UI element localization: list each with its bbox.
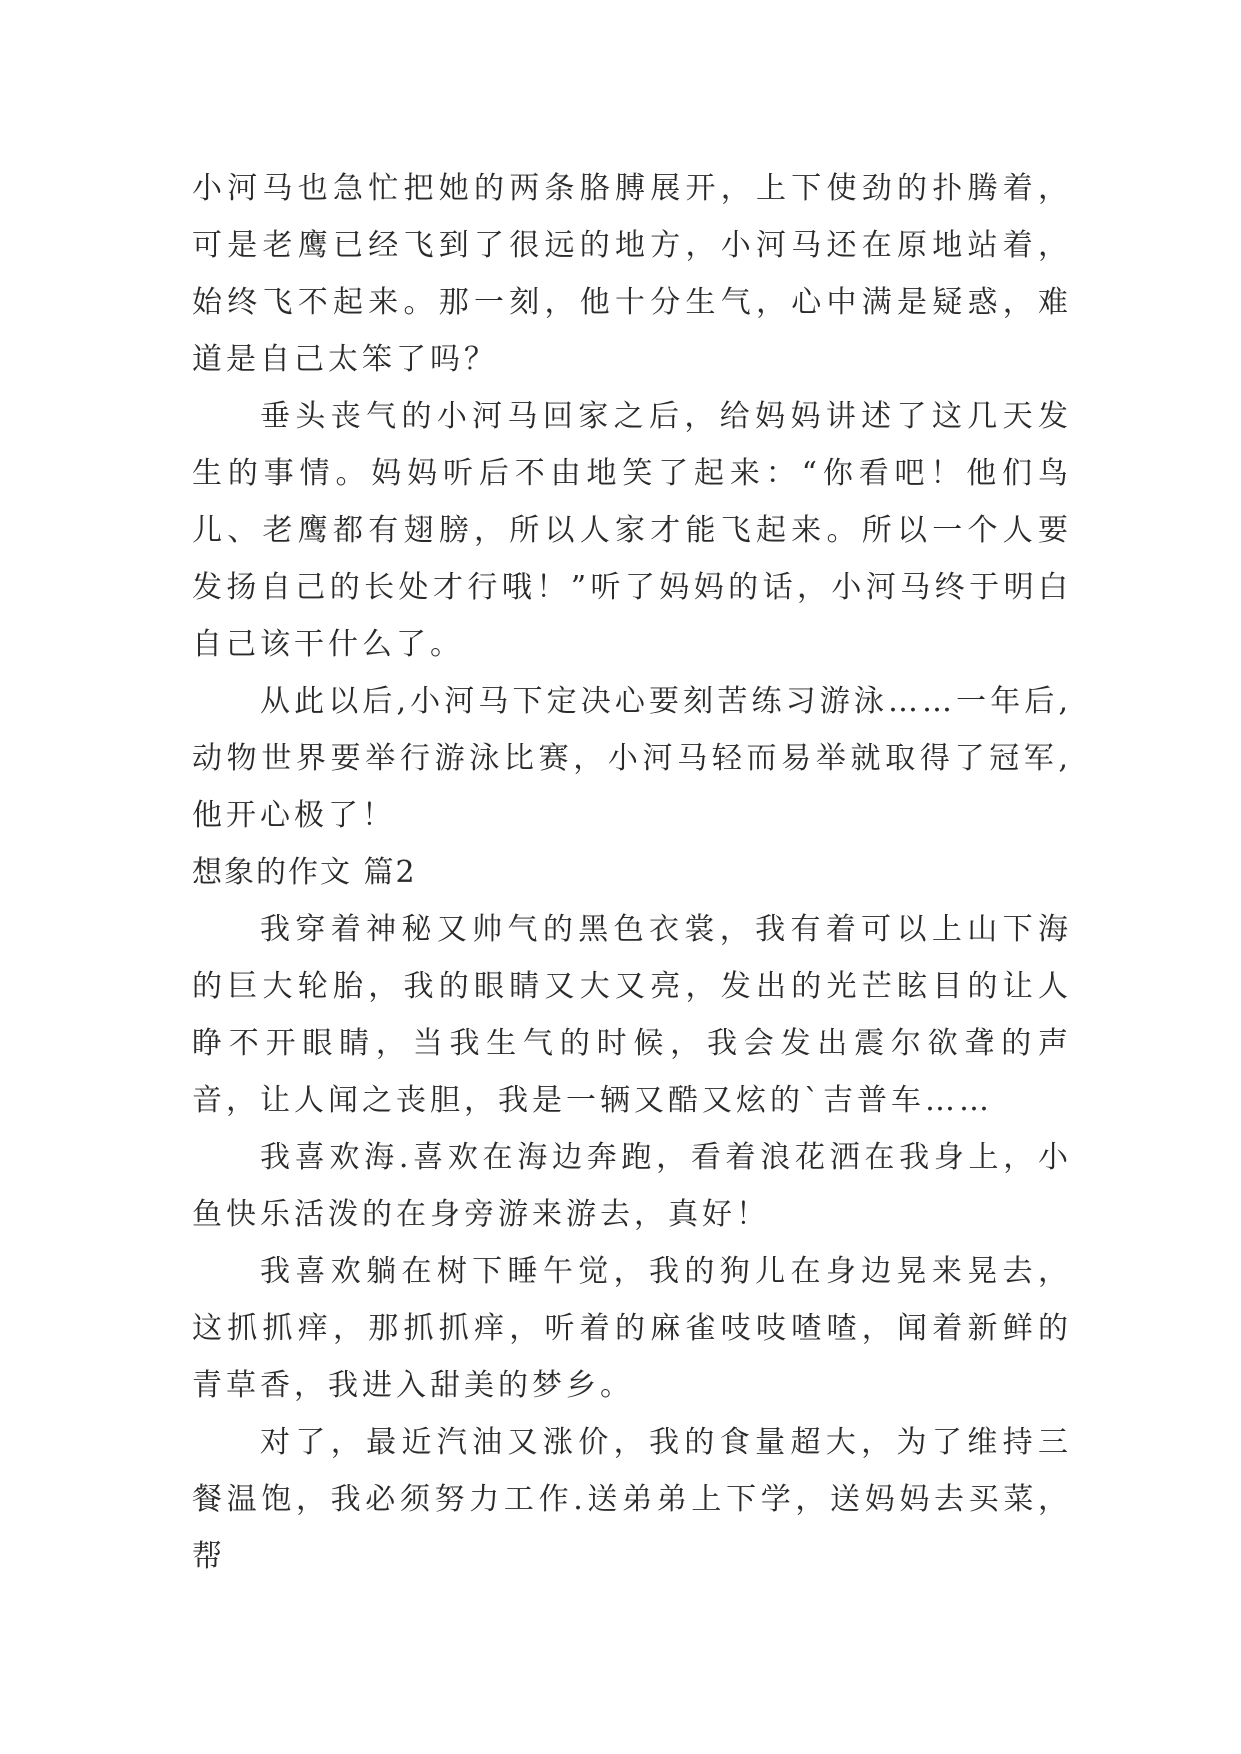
paragraph-love-sea: 我喜欢海.喜欢在海边奔跑，看着浪花洒在我身上，小鱼快乐活泼的在身旁游来游去，真好！	[192, 1140, 1072, 1232]
paragraph-work-hard: 对了，最近汽油又涨价，我的食量超大，为了维持三餐温饱，我必须努力工作.送弟弟上下学，送妈妈去买菜，帮	[192, 1425, 1072, 1574]
paragraph-mother-advice: 垂头丧气的小河马回家之后，给妈妈讲述了这几天发生的事情。妈妈听后不由地笑了起来：“你看吧！他们鸟儿、老鹰都有翅膀，所以人家才能飞起来。所以一个人要发扬自己的长处才行哦！”听了妈妈的话，小河马终于明白自己该干什么了。	[192, 399, 1072, 662]
paragraph-jeep-description: 我穿着神秘又帅气的黑色衣裳，我有着可以上山下海的巨大轮胎，我的眼睛又大又亮，发出的光芒眩目的让人睁不开眼睛，当我生气的时候，我会发出震尔欲聋的声音，让人闻之丧胆，我是一辆又酷又炫的`吉普车……	[192, 912, 1072, 1118]
paragraph-nap-under-tree: 我喜欢躺在树下睡午觉，我的狗儿在身边晃来晃去，这抓抓痒，那抓抓痒，听着的麻雀吱吱喳喳，闻着新鲜的青草香，我进入甜美的梦乡。	[192, 1254, 1072, 1403]
document-body	[192, 160, 1072, 1585]
paragraph-swimming-champion: 从此以后,小河马下定决心要刻苦练习游泳……一年后,动物世界要举行游泳比赛，小河马轻而易举就取得了冠军,他开心极了！	[192, 684, 1072, 833]
paragraph-hippo-flying: 小河马也急忙把她的两条胳膊展开，上下使劲的扑腾着，可是老鹰已经飞到了很远的地方，小河马还在原地站着，始终飞不起来。那一刻，他十分生气，心中满是疑惑，难道是自己太笨了吗？	[192, 171, 1072, 377]
section-heading: 想象的作文 篇2	[192, 855, 417, 890]
